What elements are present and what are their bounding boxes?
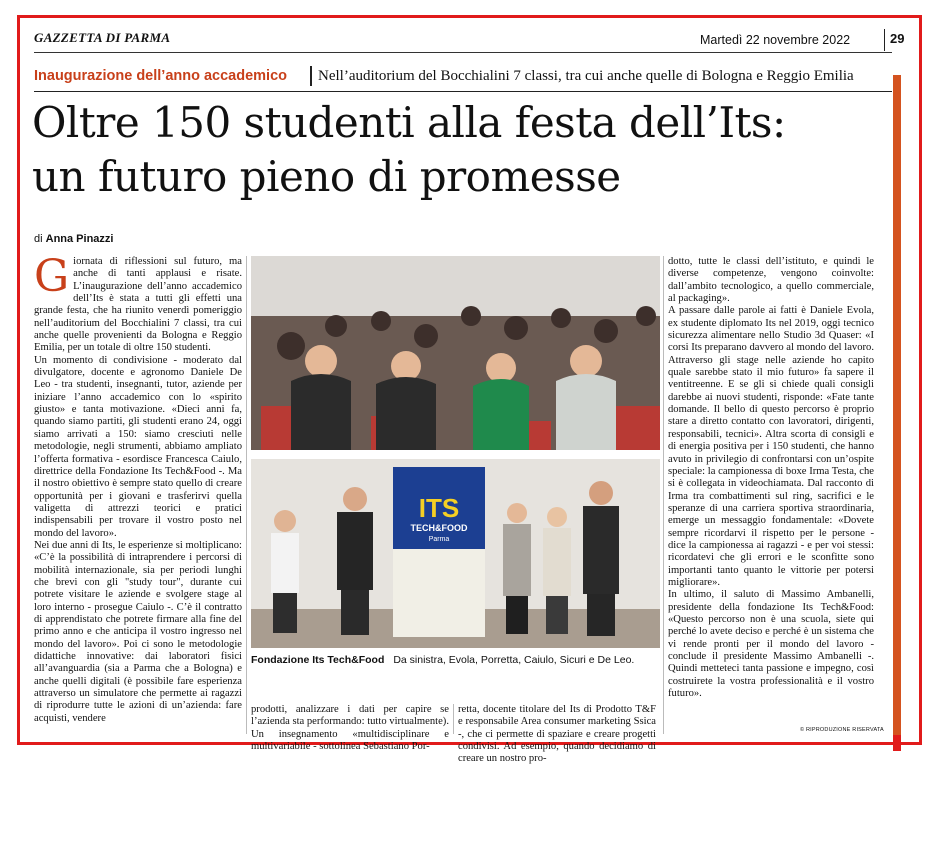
paragraph-col4-2: A passare dalle parole ai fatti è Daniele Evola, ex studente diplomato Its nel 2019, oggi tecnico sicurezza alimentare nello Studio 3d Quaser: «I corsi Its preparano davvero al mondo del lavoro. Attraverso gli stage nelle aziende ho capito quale sarebbe stato il mio futuro» fa sapere il ventitreenne. E se gli si chiede quali consigli darebbe ai nuovi studenti, risponde: «Fate tante domande. Il bello di questo percorso è proprio stare a diretto contatto con lavoratori, dirigenti, responsabili, tecnici». Altra scorta di consigli e di energia positiva per i 150 studenti, che hanno avuto in privilegio di confrontarsi con un’ospite speciale: la campionessa di boxe Irma Testa, che si è collegata in videochiamata. Dal racconto di Irma tra combattimenti sul ring, sacrifici e le speranze di una carriera sportiva straordinaria, emerge un messaggio fondamentale: «Dovete sempre ricordarvi il rispetto per le persone - dice la campionessa ai ragazzi - e per voi stessi: ricordatevi che gli errori e le sconfitte sono importanti tanto quanto le vittorie per potersi migliorare». [668,305,874,588]
column-rule-2 [453,704,454,734]
headline-line-2: un futuro pieno di promesse [32,152,621,201]
side-accent-foot [893,735,901,751]
header-rule [34,52,892,53]
article-headline [32,96,892,204]
newspaper-name: GAZZETTA DI PARMA [34,30,171,45]
page-number: 29 [890,31,905,46]
caption-title: Fondazione Its Tech&Food [251,654,385,666]
kicker-rule [34,91,892,92]
article-column-3 [458,704,656,766]
article-column-1 [34,256,242,733]
copyright-notice: © RIPRODUZIONE RISERVATA [800,727,884,733]
banner-its-text: ITS [418,493,460,523]
group-illustration [251,459,660,648]
paragraph-3: Nei due anni di Its, le esperienze si moltiplicano: «C’è la possibilità di intraprendere i percorsi di mobilità internazionale, sia per periodi lunghi che brevi con gli "study tour", durante cui potrete visitare le aziende e svolgere stage al loro interno - prosegue Caiulo -. C’è il contratto di apprendistato che potrete firmare alla fine del primo anno e che anticipa il vostro ingresso nel mondo del lavoro». Poi ci sono le metodologie didattiche innovative: dai laboratori fisici all’avanguardia (sia a Parma che a Bologna) e anche quelli digitali (è possibile fare esperienza attraverso un simulatore che permette ai ragazzi di riprodurre tutte le azioni di un’azienda: fare acquisti, vendere [34,539,242,724]
banner-techfood-text: TECH&FOOD [410,523,468,533]
kicker-separator [310,66,312,86]
paragraph-col4-1: dotto, tutte le classi dell’istituto, e quindi le diverse competenze, vengono coinvolte: dall’ambito tecnologico, a quello commerciale, al packaging». [668,256,874,305]
section-kicker: Inaugurazione dell’anno accademico [34,68,288,84]
audience-illustration [251,256,660,450]
banner-city-text: Parma [428,536,450,543]
headline-line-1: Oltre 150 studenti alla festa dell’Its: [32,98,786,147]
header-separator [884,29,885,51]
paragraph-1: Giornata di riflessioni sul futuro, ma anche di tanti applausi e risate. L’inaugurazione dell’anno accademico dell’Its è stata a tutti gli effetti una grande festa, che ha riunito venerdì pomeriggio nell’auditorium del Bocchialini 7 classi, tra cui anche quelle provenienti da Bologna e Reggio Emilia, per un totale di oltre 150 studenti. [34,256,242,354]
column-rule-1 [246,256,247,734]
paragraph-col4-3: In ultimo, il saluto di Massimo Ambanelli, presidente della fondazione Its Tech&Food: «Questo percorso non è una scuola, siete qui perché lo avete deciso e perché è un sistema che vi rende pronti per il mondo del lavoro - conclude il presidente Massimo Ambanelli -. Quindi metteteci tanta passione e impegno, così costruirete la vostra professionalità e il vostro futuro». [668,589,874,700]
byline [34,233,113,245]
side-accent-bar [893,75,901,750]
article-column-2 [251,704,449,753]
paragraph-2: Un momento di condivisione - moderato dal divulgatore, docente e agronomo Daniele De Leo - tra studenti, insegnanti, tutor, aziende per iniziare l’anno accademico con lo «spirito giusto» e tanta motivazione. «Dieci anni fa, quando siamo partiti, gli studenti erano 24, oggi siamo arrivati a 150: siamo cresciuti nelle metodologie, negli strumenti, abbiamo ampliato l’offerta formativa - esordisce Francesca Caiulo, direttrice della Fondazione Its Tech&Food -. Ma il nostro obiettivo è sempre stato quello di creare opportunità per i giovani e trasferirvi quella valigetta di attrezzi teorici e pratici indispensabili per trovare il vostro posto nel mondo del lavoro». [34,354,242,539]
paragraph-col3: retta, docente titolare del Its di Prodotto T&F e responsabile Area consumer marketing Ssica -, che ci permette di spaziare e creare progetti condivisi. Ad esempio, quando decidiamo di creare un nostro pro- [458,704,656,765]
audience-photo [251,256,660,450]
byline-prefix: di [34,233,43,245]
byline-author: Anna Pinazzi [45,233,114,245]
drop-cap: G [34,256,70,302]
issue-date: Martedì 22 novembre 2022 [700,33,851,47]
photo-caption [251,654,660,666]
kicker-subtitle: Nell’auditorium del Bocchialini 7 classi, tra cui anche quelle di Bologna e Reggio Emilia [318,68,854,84]
group-photo [251,459,660,648]
column-rule-3 [663,256,664,734]
caption-text: Da sinistra, Evola, Porretta, Caiulo, Sicuri e De Leo. [393,654,635,666]
article-column-4 [668,256,874,726]
paragraph-col2: prodotti, analizzare i dati per capire se l’azienda sta performando: tutto virtualmente). Un insegnamento «multidisciplinare e multivariabile - sottolinea Sebastiano Por- [251,704,449,753]
